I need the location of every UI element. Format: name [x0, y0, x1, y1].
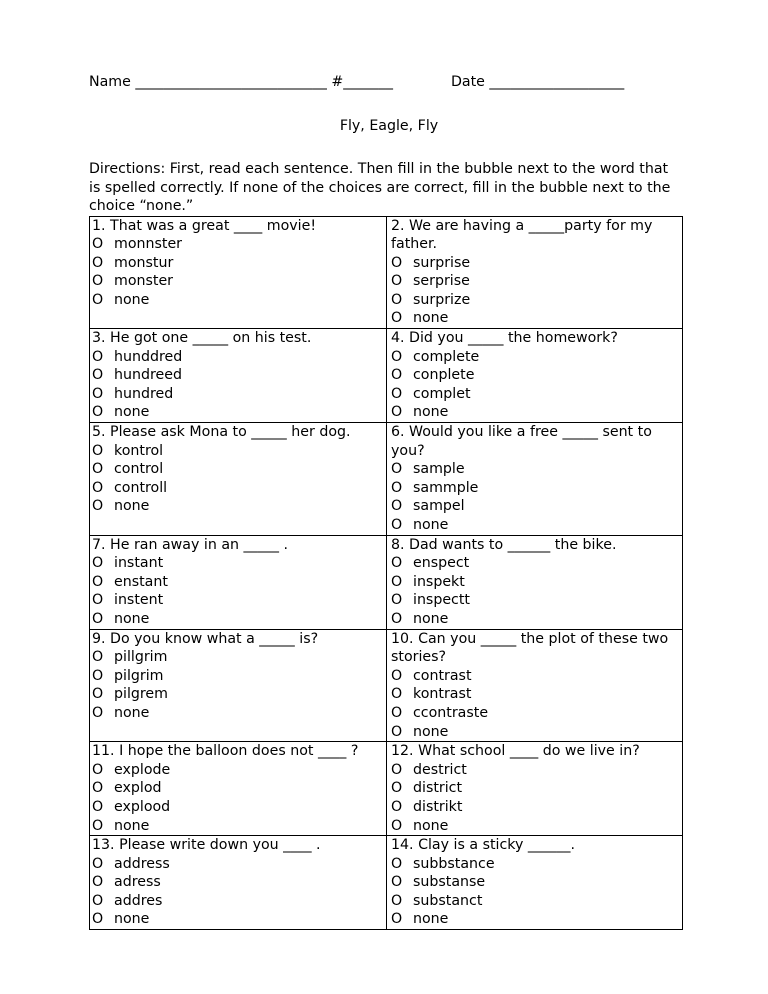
- answer-option: [391, 385, 682, 404]
- answer-bubble-icon[interactable]: O: [391, 273, 403, 290]
- option-label: subbstance: [413, 855, 495, 872]
- answer-bubble-icon[interactable]: O: [391, 592, 403, 609]
- option-label: complet: [413, 385, 471, 402]
- answer-bubble-icon[interactable]: O: [391, 817, 403, 834]
- question-text: 2. We are having a _____party for my father.: [391, 217, 653, 253]
- answer-bubble-icon[interactable]: O: [92, 704, 104, 721]
- option-label: conplete: [413, 367, 475, 384]
- answer-option: [391, 254, 682, 273]
- answer-option: [391, 610, 682, 629]
- option-label: none: [114, 817, 150, 834]
- answer-bubble-icon[interactable]: O: [391, 911, 403, 928]
- answer-bubble-icon[interactable]: O: [92, 892, 104, 909]
- answer-option: [391, 892, 682, 911]
- option-label: hunddred: [114, 348, 183, 365]
- option-label: addres: [114, 892, 163, 909]
- answer-option: [391, 554, 682, 573]
- answer-bubble-icon[interactable]: O: [391, 254, 403, 271]
- question-cell: [387, 216, 683, 329]
- option-label: distrikt: [413, 798, 463, 815]
- answer-bubble-icon[interactable]: O: [391, 761, 403, 778]
- answer-bubble-icon[interactable]: O: [391, 310, 403, 327]
- answer-bubble-icon[interactable]: O: [92, 348, 104, 365]
- answer-option: [391, 366, 682, 385]
- answer-bubble-icon[interactable]: O: [391, 723, 403, 740]
- answer-bubble-icon[interactable]: O: [92, 404, 104, 421]
- answer-option: [391, 873, 682, 892]
- answer-bubble-icon[interactable]: O: [391, 461, 403, 478]
- option-label: control: [114, 461, 164, 478]
- answer-bubble-icon[interactable]: O: [92, 479, 104, 496]
- answer-bubble-icon[interactable]: O: [92, 610, 104, 627]
- answer-bubble-icon[interactable]: O: [391, 573, 403, 590]
- option-label: none: [114, 291, 150, 308]
- answer-bubble-icon[interactable]: O: [391, 555, 403, 572]
- option-label: none: [413, 517, 449, 533]
- answer-bubble-icon[interactable]: O: [391, 385, 403, 402]
- answer-option: [92, 479, 386, 498]
- option-label: district: [413, 780, 463, 797]
- option-label: serprise: [413, 273, 470, 290]
- answer-bubble-icon[interactable]: O: [92, 385, 104, 402]
- answer-bubble-icon[interactable]: O: [92, 442, 104, 459]
- question-cell: [387, 629, 683, 742]
- option-label: none: [114, 704, 150, 721]
- name-number-line: Name ___________________________ #_______: [89, 74, 393, 90]
- answer-bubble-icon[interactable]: O: [92, 592, 104, 609]
- answer-bubble-icon[interactable]: O: [92, 573, 104, 590]
- option-label: contrast: [413, 667, 472, 684]
- question-text: 7. He ran away in an _____ .: [92, 536, 289, 553]
- answer-option: [92, 667, 386, 686]
- option-label: sample: [413, 461, 465, 478]
- question-row: [90, 629, 683, 742]
- answer-option: [92, 892, 386, 911]
- answer-option: [391, 667, 682, 686]
- question-cell: [387, 742, 683, 836]
- answer-bubble-icon[interactable]: O: [92, 874, 104, 891]
- answer-bubble-icon[interactable]: O: [92, 555, 104, 572]
- question-row: [90, 329, 683, 423]
- answer-option: [391, 817, 682, 836]
- option-label: none: [413, 911, 449, 928]
- answer-bubble-icon[interactable]: O: [92, 855, 104, 872]
- answer-option: [92, 573, 386, 592]
- answer-bubble-icon[interactable]: O: [391, 404, 403, 421]
- answer-bubble-icon[interactable]: O: [391, 704, 403, 721]
- answer-option: [391, 779, 682, 798]
- answer-option: [92, 291, 386, 310]
- answer-option: [92, 591, 386, 610]
- answer-option: [391, 460, 682, 479]
- answer-option: [92, 235, 386, 254]
- answer-option: [92, 855, 386, 874]
- question-text: 11. I hope the balloon does not ____ ?: [92, 743, 359, 760]
- option-label: surprize: [413, 291, 471, 308]
- option-label: explod: [114, 780, 162, 797]
- answer-bubble-icon[interactable]: O: [391, 855, 403, 872]
- answer-option: [391, 403, 682, 422]
- directions-text: Directions: First, read each sentence. Then fill in the bubble next to the word that is spelled correctly. If none of the choices are correct, fill in the bubble next to the choice “none.”: [89, 161, 671, 214]
- answer-option: [391, 591, 682, 610]
- answer-bubble-icon[interactable]: O: [92, 236, 104, 253]
- page-title: Fly, Eagle, Fly: [339, 118, 439, 134]
- answer-bubble-icon[interactable]: O: [92, 273, 104, 290]
- option-label: instant: [114, 555, 164, 572]
- question-text: 3. He got one _____ on his test.: [92, 330, 312, 347]
- answer-bubble-icon[interactable]: O: [391, 892, 403, 909]
- question-text: 4. Did you _____ the homework?: [391, 330, 618, 347]
- answer-option: [92, 798, 386, 817]
- question-text: 12. What school ____ do we live in?: [391, 743, 640, 760]
- answer-option: [92, 254, 386, 273]
- answer-bubble-icon[interactable]: O: [92, 817, 104, 834]
- answer-option: [92, 348, 386, 367]
- answer-option: [391, 723, 682, 742]
- option-label: adress: [114, 874, 161, 891]
- answer-option: [92, 442, 386, 461]
- answer-bubble-icon[interactable]: O: [391, 517, 403, 533]
- option-label: sampel: [413, 498, 465, 515]
- option-label: explode: [114, 761, 171, 778]
- answer-option: [391, 910, 682, 929]
- question-text: 13. Please write down you ____ .: [92, 837, 321, 854]
- question-text: 5. Please ask Mona to _____ her dog.: [92, 424, 351, 441]
- question-cell: [90, 742, 387, 836]
- answer-option: [92, 460, 386, 479]
- option-label: ccontraste: [413, 704, 489, 721]
- option-label: explood: [114, 798, 171, 815]
- option-label: pilgrim: [114, 667, 164, 684]
- option-label: none: [413, 723, 449, 740]
- answer-bubble-icon[interactable]: O: [92, 649, 104, 666]
- answer-option: [391, 479, 682, 498]
- answer-option: [391, 855, 682, 874]
- answer-bubble-icon[interactable]: O: [92, 461, 104, 478]
- option-label: none: [413, 610, 449, 627]
- option-label: none: [413, 404, 449, 421]
- answer-bubble-icon[interactable]: O: [92, 291, 104, 308]
- option-label: destrict: [413, 761, 467, 778]
- answer-option: [92, 385, 386, 404]
- question-cell: [90, 836, 387, 930]
- answer-option: [391, 516, 682, 535]
- answer-option: [391, 761, 682, 780]
- question-text: 9. Do you know what a _____ is?: [92, 630, 319, 647]
- option-label: substanct: [413, 892, 483, 909]
- option-label: monnster: [114, 236, 183, 253]
- option-label: sammple: [413, 479, 479, 496]
- answer-bubble-icon[interactable]: O: [92, 498, 104, 515]
- option-label: monster: [114, 273, 174, 290]
- answer-option: [92, 497, 386, 516]
- question-row: [90, 216, 683, 329]
- option-label: none: [114, 610, 150, 627]
- answer-option: [92, 910, 386, 929]
- question-cell: [387, 535, 683, 629]
- option-label: none: [114, 404, 150, 421]
- option-label: kontrol: [114, 442, 164, 459]
- option-label: none: [114, 498, 150, 515]
- answer-option: [92, 761, 386, 780]
- question-text: 6. Would you like a free _____ sent to you?: [391, 424, 652, 459]
- answer-option: [391, 685, 682, 704]
- answer-option: [391, 497, 682, 516]
- question-text: 8. Dad wants to ______ the bike.: [391, 536, 617, 553]
- option-label: none: [413, 817, 449, 834]
- question-cell: [90, 329, 387, 423]
- answer-bubble-icon[interactable]: O: [391, 874, 403, 891]
- answer-option: [391, 798, 682, 817]
- answer-bubble-icon[interactable]: O: [391, 686, 403, 703]
- answer-bubble-icon[interactable]: O: [391, 479, 403, 496]
- answer-option: [92, 403, 386, 422]
- option-label: surprise: [413, 254, 471, 271]
- question-cell: [387, 836, 683, 930]
- question-row: [90, 535, 683, 629]
- option-label: hundred: [114, 385, 174, 402]
- answer-option: [92, 817, 386, 836]
- answer-bubble-icon[interactable]: O: [391, 780, 403, 797]
- answer-option: [92, 554, 386, 573]
- option-label: address: [114, 855, 170, 872]
- answer-bubble-icon[interactable]: O: [92, 798, 104, 815]
- question-text: 10. Can you _____ the plot of these two stories?: [391, 630, 669, 666]
- answer-option: [92, 272, 386, 291]
- answer-option: [391, 272, 682, 291]
- option-label: kontrast: [413, 686, 472, 703]
- answer-bubble-icon[interactable]: O: [391, 610, 403, 627]
- answer-bubble-icon[interactable]: O: [92, 780, 104, 797]
- option-label: monstur: [114, 254, 174, 271]
- answer-option: [92, 366, 386, 385]
- option-label: none: [114, 911, 150, 928]
- option-label: none: [413, 310, 449, 327]
- answer-option: [92, 779, 386, 798]
- date-line: Date ___________________: [451, 74, 625, 90]
- answer-option: [92, 704, 386, 723]
- question-row: [90, 742, 683, 836]
- option-label: controll: [114, 479, 168, 496]
- answer-bubble-icon[interactable]: O: [391, 667, 403, 684]
- answer-bubble-icon[interactable]: O: [92, 254, 104, 271]
- option-label: pilgrem: [114, 686, 168, 703]
- question-cell: [90, 535, 387, 629]
- header: [89, 68, 689, 96]
- option-label: hundreed: [114, 367, 182, 384]
- question-cell: [90, 423, 387, 536]
- option-label: enspect: [413, 555, 470, 572]
- option-label: inspekt: [413, 573, 465, 590]
- answer-option: [391, 309, 682, 328]
- answer-bubble-icon[interactable]: O: [391, 348, 403, 365]
- question-cell: [387, 423, 683, 536]
- answer-bubble-icon[interactable]: O: [391, 291, 403, 308]
- answer-bubble-icon[interactable]: O: [391, 367, 403, 384]
- quiz-table: [89, 216, 683, 931]
- answer-bubble-icon[interactable]: O: [92, 911, 104, 928]
- answer-bubble-icon[interactable]: O: [92, 686, 104, 703]
- answer-bubble-icon[interactable]: O: [391, 498, 403, 515]
- answer-bubble-icon[interactable]: O: [92, 667, 104, 684]
- question-cell: [90, 629, 387, 742]
- option-label: enstant: [114, 573, 168, 590]
- answer-option: [92, 648, 386, 667]
- option-label: complete: [413, 348, 480, 365]
- question-row: [90, 836, 683, 930]
- option-label: inspectt: [413, 592, 470, 609]
- answer-option: [391, 291, 682, 310]
- answer-option: [92, 685, 386, 704]
- question-text: 14. Clay is a sticky ______.: [391, 837, 575, 854]
- answer-option: [92, 610, 386, 629]
- option-label: instent: [114, 592, 164, 609]
- answer-option: [92, 873, 386, 892]
- option-label: substanse: [413, 874, 486, 891]
- option-label: pillgrim: [114, 649, 168, 666]
- question-cell: [387, 329, 683, 423]
- answer-bubble-icon[interactable]: O: [92, 367, 104, 384]
- answer-option: [391, 348, 682, 367]
- answer-option: [391, 573, 682, 592]
- answer-bubble-icon[interactable]: O: [92, 761, 104, 778]
- answer-option: [391, 704, 682, 723]
- question-row: [90, 423, 683, 536]
- worksheet: [89, 68, 689, 930]
- question-text: 1. That was a great ____ movie!: [92, 217, 317, 234]
- answer-bubble-icon[interactable]: O: [391, 798, 403, 815]
- question-cell: [90, 216, 387, 329]
